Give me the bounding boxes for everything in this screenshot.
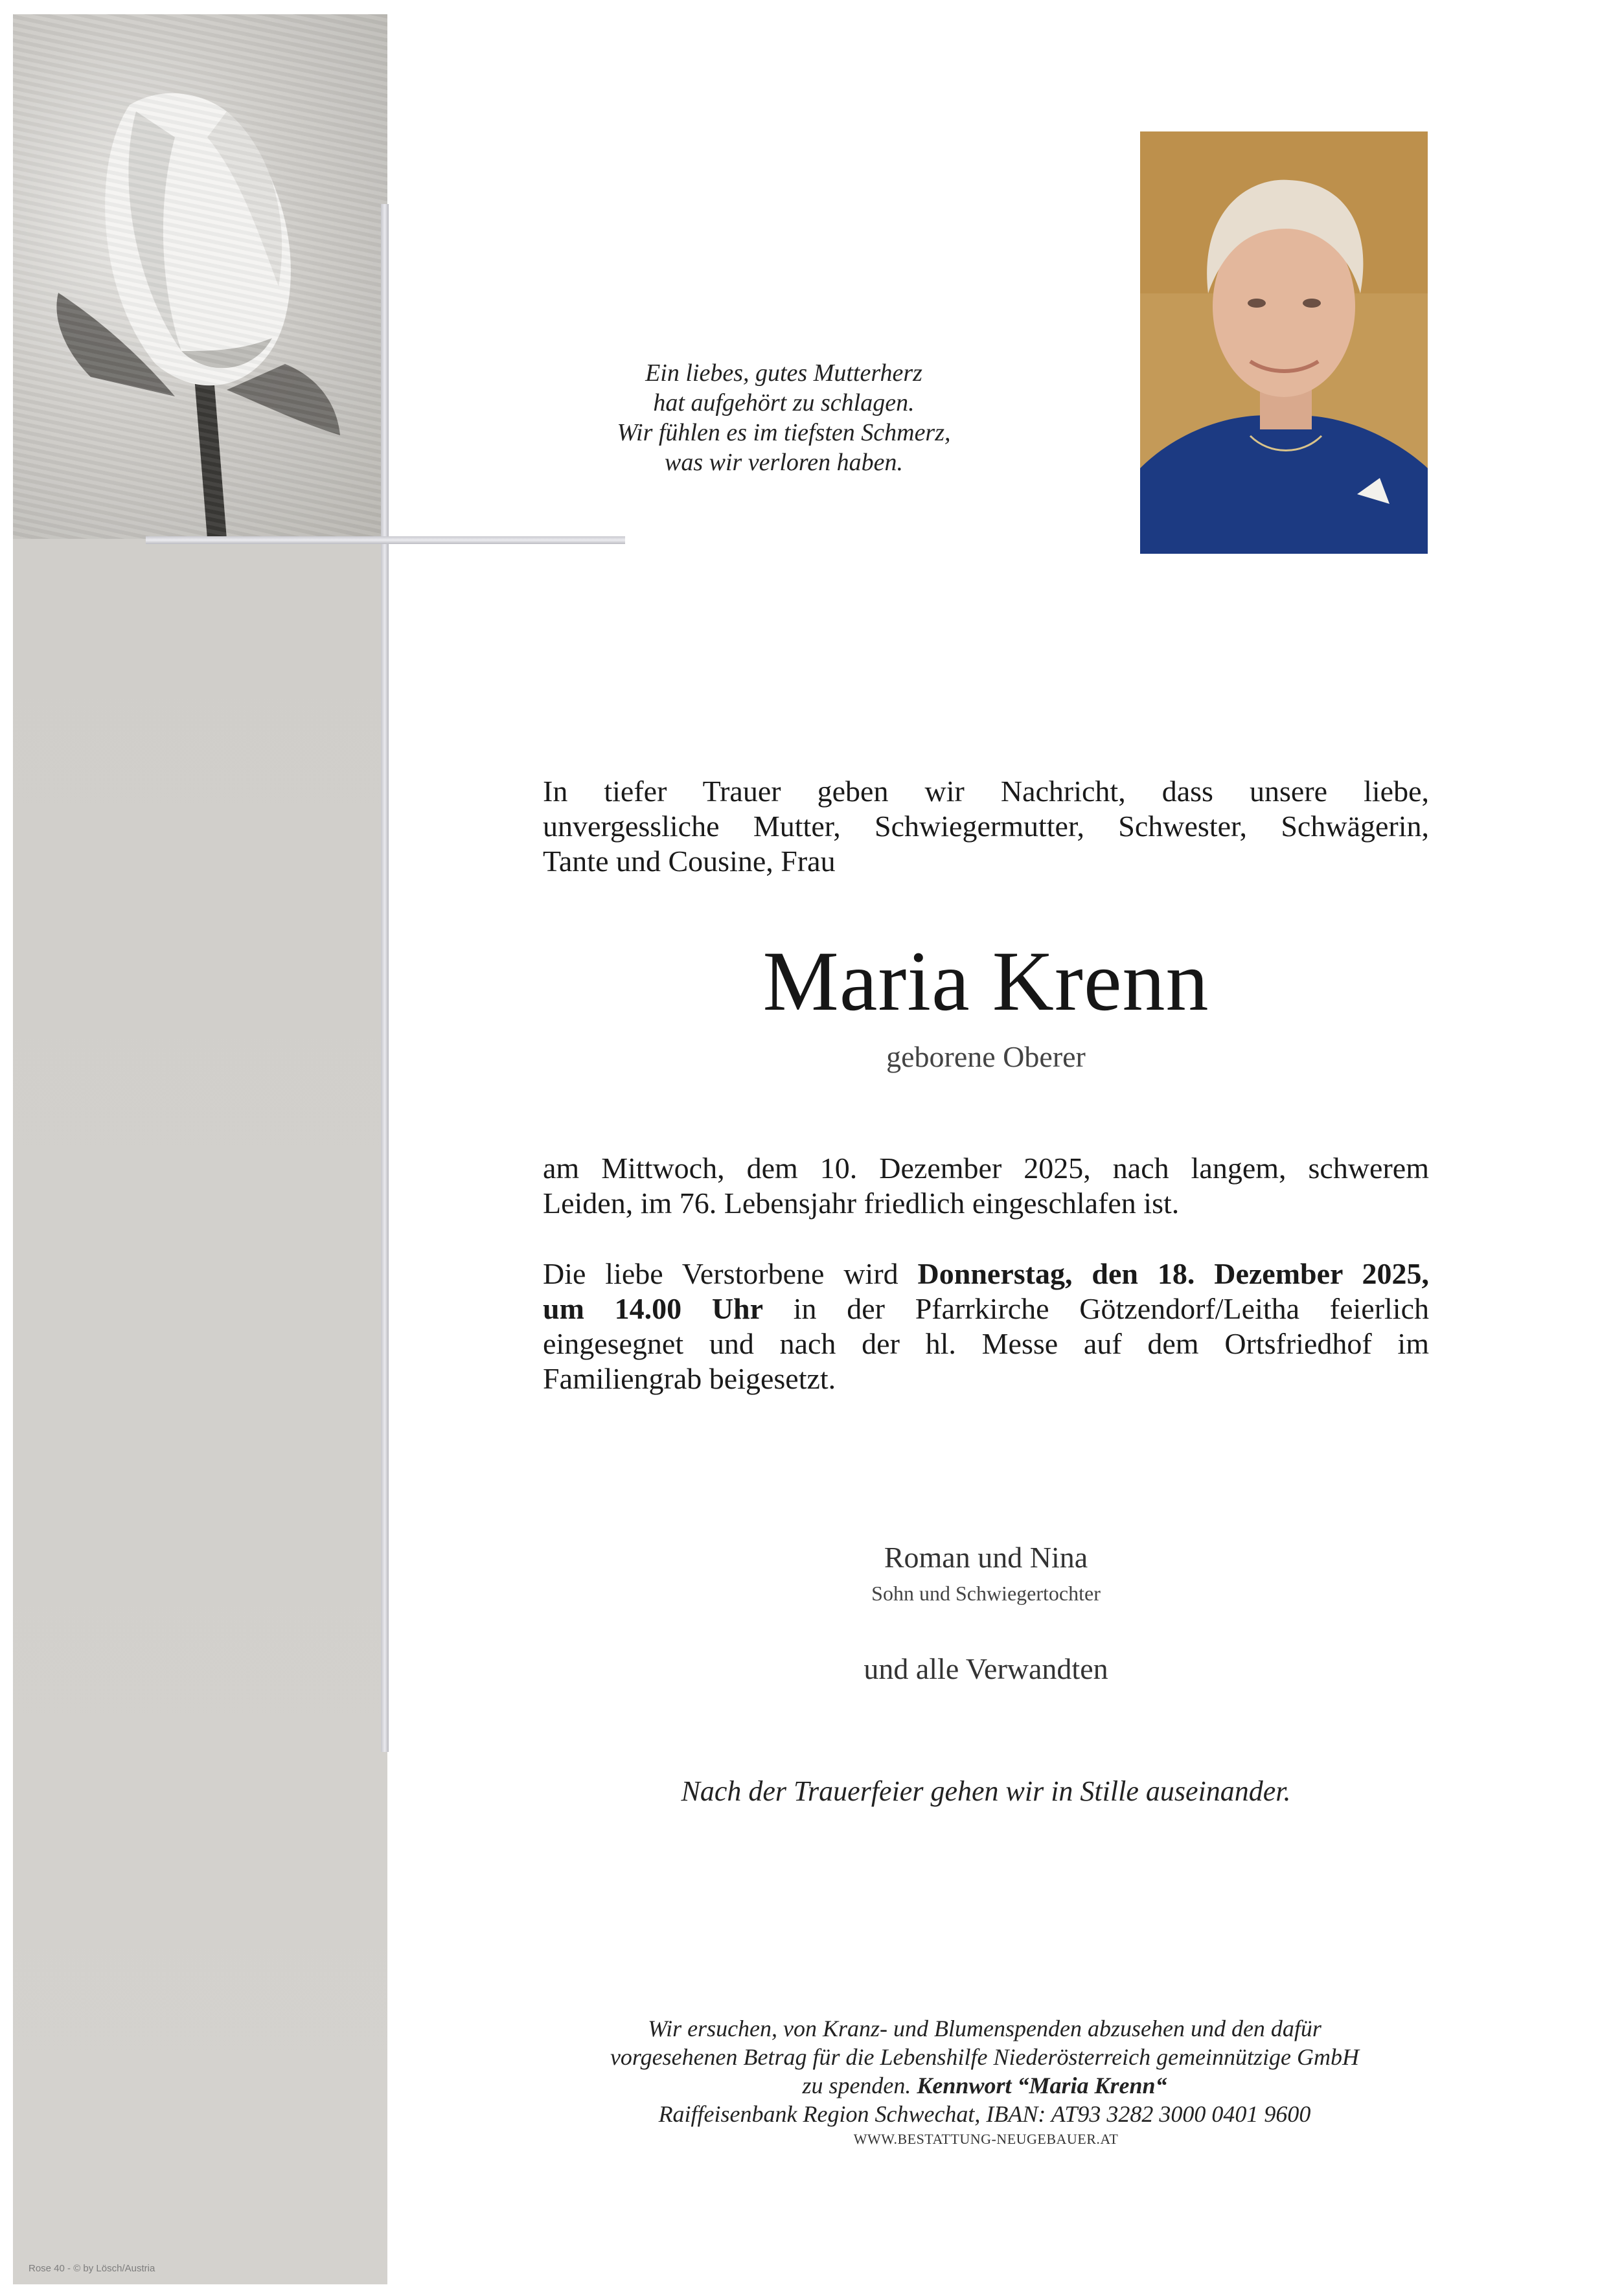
funeral-text: in der Pfarrkirche Götzendorf/Leitha feierlich [793,1292,1429,1325]
verse-line: hat aufgehört zu schlagen. [653,389,915,416]
donation-line: Wir ersuchen, von Kranz- und Blumenspenden abzusehen und den dafür [648,2016,1321,2041]
donation-line: Raiffeisenbank Region Schwechat, IBAN: AT93 3282 3000 0401 9600 [658,2101,1311,2127]
donation-keyword: Kennwort “Maria Krenn“ [917,2073,1167,2098]
decor-vertical-line [381,204,389,1752]
funeral-line [543,1256,1429,1291]
intro-line: unvergessliche Mutter, Schwiegermutter, Schwester, Schwägerin, [543,810,1429,843]
death-info-line: Leiden, im 76. Lebensjahr friedlich eingeschlafen ist. [543,1187,1180,1220]
death-info-paragraph [543,1151,1429,1221]
intro-line: Tante und Cousine, Frau [543,845,836,878]
funeral-date: Donnerstag, den 18. Dezember 2025, [917,1257,1429,1290]
rose-icon [13,14,387,539]
decor-horizontal-line [146,536,625,544]
funeral-line [543,1291,1429,1326]
deceased-name: Maria Krenn [762,933,1209,1029]
funeral-time: um 14.00 Uhr [543,1292,764,1325]
portrait-icon [1140,131,1428,554]
maiden-name: geborene Oberer [886,1040,1086,1073]
funeral-line: eingesegnet und nach der hl. Messe auf dem Ortsfriedhof im [543,1327,1429,1360]
image-credit: Rose 40 - © by Lösch/Austria [29,2263,155,2274]
mourner-names: Roman und Nina [884,1541,1088,1574]
farewell-note: Nach der Trauerfeier gehen wir in Stille auseinander. [681,1775,1291,1807]
rose-image [13,14,387,539]
verse-line: Wir fühlen es im tiefsten Schmerz, [617,419,951,446]
verse [583,358,985,477]
funeral-paragraph [543,1256,1429,1396]
donation-text: zu spenden. [802,2073,917,2098]
funeral-line: Familiengrab beigesetzt. [543,1362,836,1395]
donation-note [531,2014,1438,2128]
portrait-photo [1140,131,1428,554]
donation-line: vorgesehenen Betrag für die Lebenshilfe Niederösterreich gemeinnützige GmbH [610,2044,1360,2070]
death-info-line: am Mittwoch, dem 10. Dezember 2025, nach langem, schwerem [543,1152,1429,1185]
website-link[interactable]: WWW.BESTATTUNG-NEUGEBAUER.AT [853,2131,1119,2147]
mourner-relation: Sohn und Schwiegertochter [871,1582,1101,1605]
funeral-text: Die liebe Verstorbene wird [543,1257,918,1290]
verse-line: was wir verloren haben. [664,449,903,476]
intro-paragraph [543,774,1429,879]
intro-line: In tiefer Trauer geben wir Nachricht, dass unsere liebe, [543,775,1429,808]
donation-line [531,2071,1438,2100]
other-mourners: und alle Verwandten [863,1652,1108,1685]
verse-line: Ein liebes, gutes Mutterherz [645,359,922,387]
